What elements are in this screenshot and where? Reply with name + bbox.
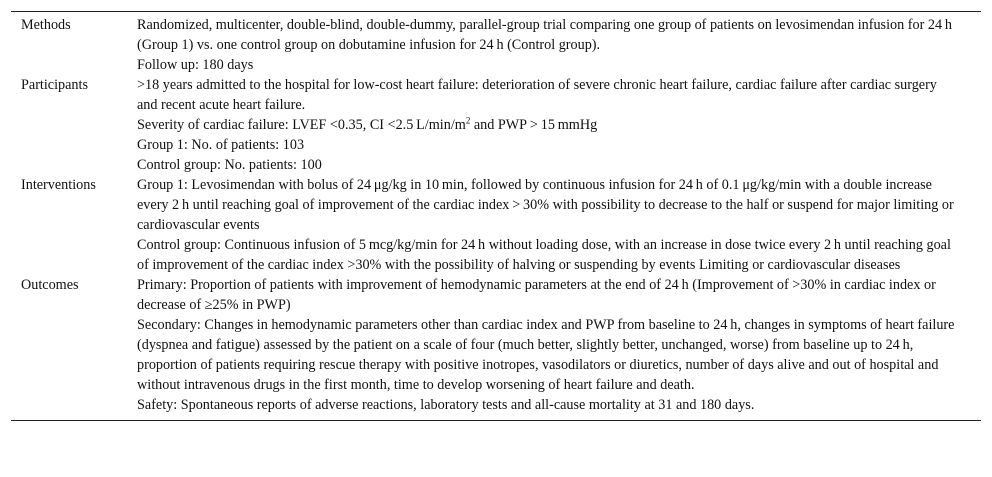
severity-tail: and PWP > 15 mmHg — [470, 117, 598, 133]
outcomes-line-safety: Safety: Spontaneous reports of adverse reactions, laboratory tests and all-cause mortality at 31 and 180 days. — [137, 397, 755, 413]
table-row-interventions — [11, 175, 981, 275]
interventions-line-group1: Group 1: Levosimendan with bolus of 24 μg/kg in 10 min, followed by continuous infusion for 24 h of 0.1 μg/kg/min with a double increase every 2 h until reaching goal of improvement of the cardiac index > 30% with possibility to decrease to the half or suspend for major limiting or cardiovascular events — [137, 177, 954, 233]
participants-line-control: Control group: No. patients: 100 — [137, 157, 322, 173]
outcomes-line-primary: Primary: Proportion of patients with improvement of hemodynamic parameters at the end of 24 h (Improvement of >30% in cardiac index or decrease of ≥25% in PWP) — [137, 277, 936, 313]
methods-line-design: Randomized, multicenter, double-blind, double-dummy, parallel-group trial comparing one group of patients on levosimendan infusion for 24 h (Group 1) vs. one control group on dobutamine infusion for 24 h (Control group). — [137, 17, 952, 53]
participants-line-inclusion: >18 years admitted to the hospital for low-cost heart failure: deterioration of severe chronic heart failure, cardiac failure after cardiac surgery and recent acute heart failure. — [137, 77, 937, 113]
table-row-methods — [11, 15, 981, 75]
row-label-interventions: Interventions — [21, 177, 96, 193]
methods-line-followup: Follow up: 180 days — [137, 57, 254, 73]
severity-superscript: 2 — [465, 115, 471, 126]
row-content-outcomes — [137, 275, 981, 415]
table-row-outcomes — [11, 275, 981, 415]
row-label-outcomes: Outcomes — [21, 277, 79, 293]
trial-summary-table — [11, 11, 981, 421]
participants-line-group1: Group 1: No. of patients: 103 — [137, 137, 305, 153]
interventions-line-control: Control group: Continuous infusion of 5 mcg/kg/min for 24 h without loading dose, with an increase in dose twice every 2 h until reaching goal of improvement of the cardiac index >30% with the possibility of halving or suspending by events Limiting or cardiovascular diseases — [137, 237, 951, 273]
row-content-methods — [137, 15, 981, 75]
table-row-participants — [11, 75, 981, 175]
row-label-participants: Participants — [21, 77, 88, 93]
severity-text: Severity of cardiac failure: LVEF <0.35, CI <2.5 L/min/m — [137, 117, 466, 133]
outcomes-line-secondary: Secondary: Changes in hemodynamic parameters other than cardiac index and PWP from baseline to 24 h, changes in symptoms of heart failure (dyspnea and fatigue) assessed by the patient on a scale of four (much better, slightly better, unchanged, worse) from baseline up to 24 h, proportion of patients requiring rescue therapy with positive inotropes, vasodilators or diuretics, number of days alive and out of hospital and without intravenous drugs in the first month, time to develop worsening of heart failure and death. — [137, 317, 955, 393]
row-content-interventions — [137, 175, 981, 275]
row-label-methods: Methods — [21, 17, 71, 33]
participants-line-severity — [137, 115, 959, 135]
row-content-participants — [137, 75, 981, 175]
